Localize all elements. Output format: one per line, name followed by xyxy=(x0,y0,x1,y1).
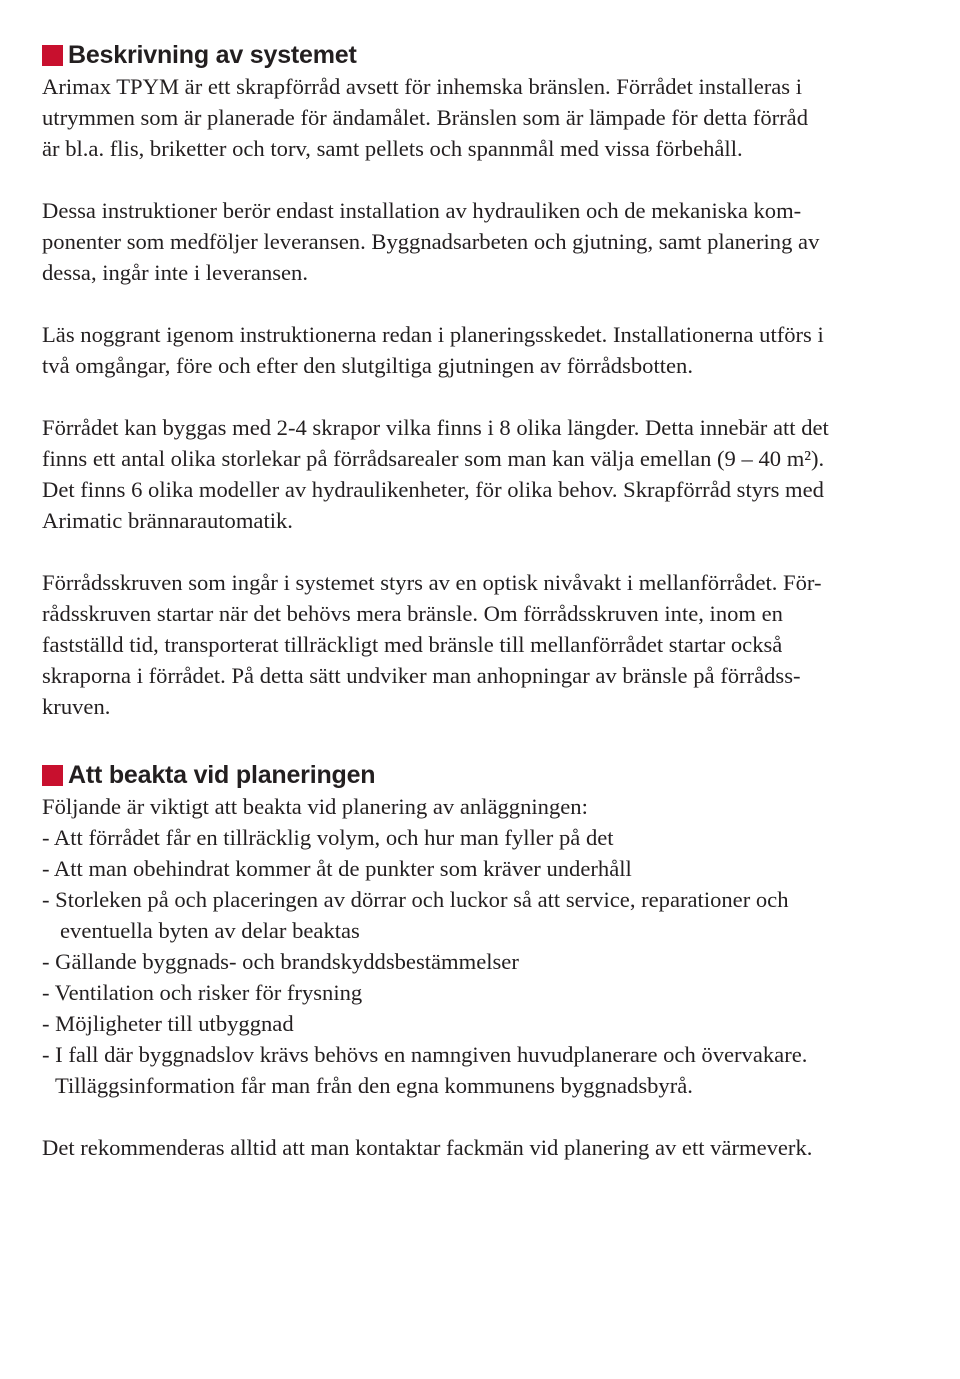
section-heading-text: Att beakta vid planeringen xyxy=(68,761,376,789)
list-item: - Möjligheter till utbyggnad xyxy=(42,1011,294,1036)
text-line: Läs noggrant igenom instruktionerna redan i planeringsskedet. Installationerna utförs i xyxy=(42,322,824,347)
paragraph-scope xyxy=(42,195,922,288)
paragraph-screw xyxy=(42,567,922,722)
list-item-continuation: eventuella byten av delar beaktas xyxy=(60,918,360,943)
text-line: Arimax TPYM är ett skrapförråd avsett för inhemska bränslen. Förrådet installeras i xyxy=(42,74,803,99)
text-line: skraporna i förrådet. På detta sätt undviker man anhopningar av bränsle på förrådss- xyxy=(42,663,801,688)
section-heading-planning xyxy=(42,760,922,791)
red-square-icon xyxy=(42,765,63,786)
list-item: - Ventilation och risker för frysning xyxy=(42,980,363,1005)
planning-list xyxy=(42,791,922,1101)
text-line: rådsskruven startar när det behövs mera bränsle. Om förrådsskruven inte, inom en xyxy=(42,601,783,626)
list-item: - I fall där byggnadslov krävs behövs en namngiven huvudplanerare och övervakare. xyxy=(42,1042,808,1067)
list-item: - Att man obehindrat kommer åt de punkter som kräver underhåll xyxy=(42,856,632,881)
paragraph-intro xyxy=(42,71,922,164)
text-line: Dessa instruktioner berör endast installation av hydrauliken och de mekaniska kom- xyxy=(42,198,802,223)
text-line: Det finns 6 olika modeller av hydraulikenheter, för olika behov. Skrapförråd styrs med xyxy=(42,477,824,502)
paragraph-closing xyxy=(42,1132,922,1163)
text-line: Arimatic brännarautomatik. xyxy=(42,508,293,533)
paragraph-storage-sizes xyxy=(42,412,922,536)
list-item: - Att förrådet får en tillräcklig volym, och hur man fyller på det xyxy=(42,825,614,850)
section-heading-text: Beskrivning av systemet xyxy=(68,41,357,69)
text-line: utrymmen som är planerade för ändamålet. Bränslen som är lämpade för detta förråd xyxy=(42,105,809,130)
text-line: Det rekommenderas alltid att man kontaktar fackmän vid planering av ett värmeverk. xyxy=(42,1135,813,1160)
text-line: två omgångar, före och efter den slutgiltiga gjutningen av förrådsbotten. xyxy=(42,353,693,378)
document-page xyxy=(42,40,922,1163)
text-line: ponenter som medföljer leveransen. Byggnadsarbeten och gjutning, samt planering av xyxy=(42,229,820,254)
list-item: - Gällande byggnads- och brandskyddsbestämmelser xyxy=(42,949,519,974)
paragraph-read-instructions xyxy=(42,319,922,381)
section-heading-description xyxy=(42,40,922,71)
text-line: Förrådet kan byggas med 2-4 skrapor vilka finns i 8 olika längder. Detta innebär att det xyxy=(42,415,829,440)
list-intro: Följande är viktigt att beakta vid planering av anläggningen: xyxy=(42,794,588,819)
text-line: fastställd tid, transporterat tillräckligt med bränsle till mellanförrådet startar också xyxy=(42,632,783,657)
list-item-continuation: Tilläggsinformation får man från den egna kommunens byggnadsbyrå. xyxy=(55,1073,693,1098)
text-line: Förrådsskruven som ingår i systemet styrs av en optisk nivåvakt i mellanförrådet. För- xyxy=(42,570,822,595)
list-item: - Storleken på och placeringen av dörrar och luckor så att service, reparationer och xyxy=(42,887,789,912)
text-line: finns ett antal olika storlekar på förrådsarealer som man kan välja emellan (9 – 40 m²). xyxy=(42,446,825,471)
red-square-icon xyxy=(42,45,63,66)
text-line: dessa, ingår inte i leveransen. xyxy=(42,260,309,285)
text-line: kruven. xyxy=(42,694,111,719)
text-line: är bl.a. flis, briketter och torv, samt pellets och spannmål med vissa förbehåll. xyxy=(42,136,743,161)
